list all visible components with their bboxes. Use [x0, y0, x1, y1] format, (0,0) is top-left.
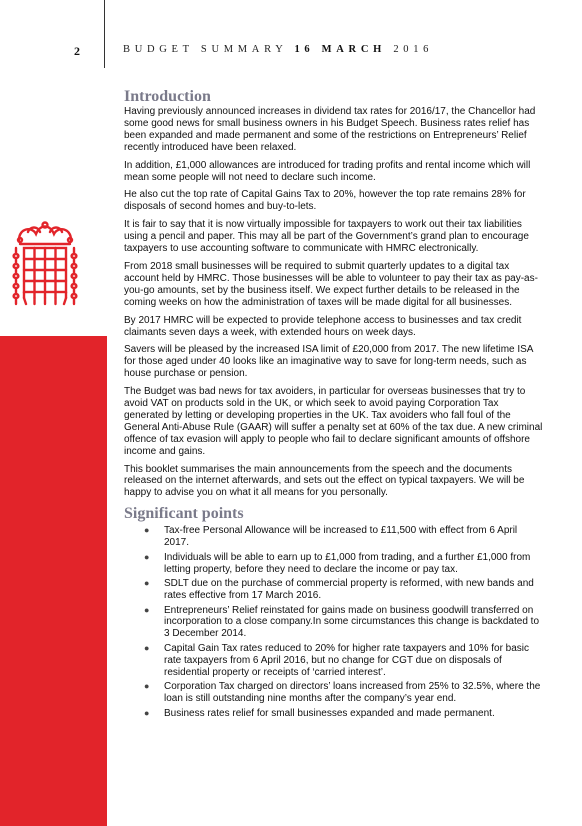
- bullet-icon: ●: [144, 578, 150, 589]
- red-side-band: [0, 336, 107, 826]
- bullet-icon: ●: [144, 681, 150, 692]
- list-item: [140, 708, 544, 720]
- header-title-light: BUDGET SUMMARY: [123, 44, 288, 55]
- portcullis-icon: [10, 220, 80, 312]
- introduction-paragraph: From 2018 small businesses will be required to submit quarterly updates to a digital tax account held by HMRC. Those businesses will be able to volunteer to pay their tax as pay-as-you-go amounts, set by the business itself. We expect further details to be released in the coming weeks on how the administration of taxes will be made digital for all businesses.: [124, 260, 538, 308]
- bullet-icon: ●: [144, 604, 150, 615]
- page-number: 2: [74, 44, 80, 58]
- list-item: [140, 681, 544, 705]
- list-item: [140, 525, 544, 549]
- bullet-icon: ●: [144, 525, 150, 536]
- list-item-text: Tax-free Personal Allowance will be increased to £11,500 with effect from 6 April 2017.: [164, 525, 518, 549]
- introduction-heading: Introduction: [124, 88, 211, 105]
- list-item-text: Business rates relief for small businesses expanded and made permanent.: [164, 707, 495, 719]
- introduction-paragraph: Having previously announced increases in dividend tax rates for 2016/17, the Chancellor had some good news for small business owners in his Budget Speech. Business rates relief has been expanded and made permanent and some of the restrictions on Entrepreneurs’ Relief recently introduced have been relaxed.: [124, 106, 536, 153]
- significant-points-list: [124, 525, 544, 719]
- list-item: [140, 643, 544, 679]
- introduction-paragraph: He also cut the top rate of Capital Gains Tax to 20%, however the top rate remains 28% for disposals of second homes and buy-to-lets.: [124, 189, 526, 213]
- list-item: [140, 552, 544, 576]
- list-item: [140, 578, 544, 602]
- header-title-date: 16 MARCH: [294, 44, 386, 55]
- introduction-paragraph: In addition, £1,000 allowances are introduced for trading profits and rental income which will mean some people will not need to declare such income.: [124, 159, 531, 183]
- introduction-paragraph: The Budget was bad news for tax avoiders, in particular for overseas businesses that try to avoid VAT on products sold in the UK, or which seek to avoid paying Corporation Tax generated by letting or developing properties in the UK. Tax avoiders who fall foul of the General Anti-Abuse Rule (GAAR) will suffer a penalty set at 60% of the tax due. A new criminal offence of tax evasion will apply to people who fail to declare significant amounts of offshore income and gains.: [124, 386, 543, 457]
- significant-points-heading: Significant points: [124, 505, 244, 523]
- header-title-year: 2016: [393, 44, 434, 55]
- list-item: [140, 605, 544, 641]
- list-item-text: SDLT due on the purchase of commercial property is reformed, with new bands and rates effective from 17 March 2016.: [164, 578, 534, 601]
- bullet-icon: ●: [144, 707, 150, 718]
- header-divider: [104, 0, 105, 68]
- list-item-text: Corporation Tax charged on directors’ loans increased from 25% to 32.5%, where the loan is still outstanding nine months after the company’s year end.: [164, 681, 541, 705]
- introduction-paragraph: It is fair to say that it is now virtually impossible for taxpayers to work out their tax liabilities using a pencil and paper. This may all be part of the Government’s grand plan to encourage taxpayers to use accounting software to communicate with HMRC electronically.: [124, 219, 529, 255]
- main-content: [124, 88, 544, 722]
- bullet-icon: ●: [144, 551, 150, 562]
- introduction-paragraph: By 2017 HMRC will be expected to provide telephone access to businesses and tax credit claimants seven days a week, with extended hours on week days.: [124, 314, 522, 338]
- introduction-paragraph: This booklet summarises the main announcements from the speech and the documents released on the internet afterwards, and sets out the effect on typical taxpayers. We will be happy to advise you on what it all means for you personally.: [124, 463, 525, 499]
- list-item-text: Entrepreneurs’ Relief reinstated for gains made on business goodwill transferred on incorporation to a close company.In some circumstances this change is backdated to 3 December 2014.: [164, 604, 540, 640]
- list-item-text: Capital Gain Tax rates reduced to 20% for higher rate taxpayers and 10% for basic rate taxpayers from 6 April 2016, but no change for CGT due on disposals of residential property or receipts of ‘carried interest’.: [164, 642, 530, 678]
- list-item-text: Individuals will be able to earn up to £1,000 from trading, and a further £1,000 from letting property, before they need to declare the income or pay tax.: [164, 551, 531, 575]
- bullet-icon: ●: [144, 642, 150, 653]
- introduction-body: [124, 106, 544, 499]
- introduction-paragraph: Savers will be pleased by the increased ISA limit of £20,000 from 2017. The new lifetime ISA for those aged under 40 looks like an imaginative way to save for long-term needs, such as house purchase or pension.: [124, 344, 533, 380]
- running-header: [123, 44, 433, 55]
